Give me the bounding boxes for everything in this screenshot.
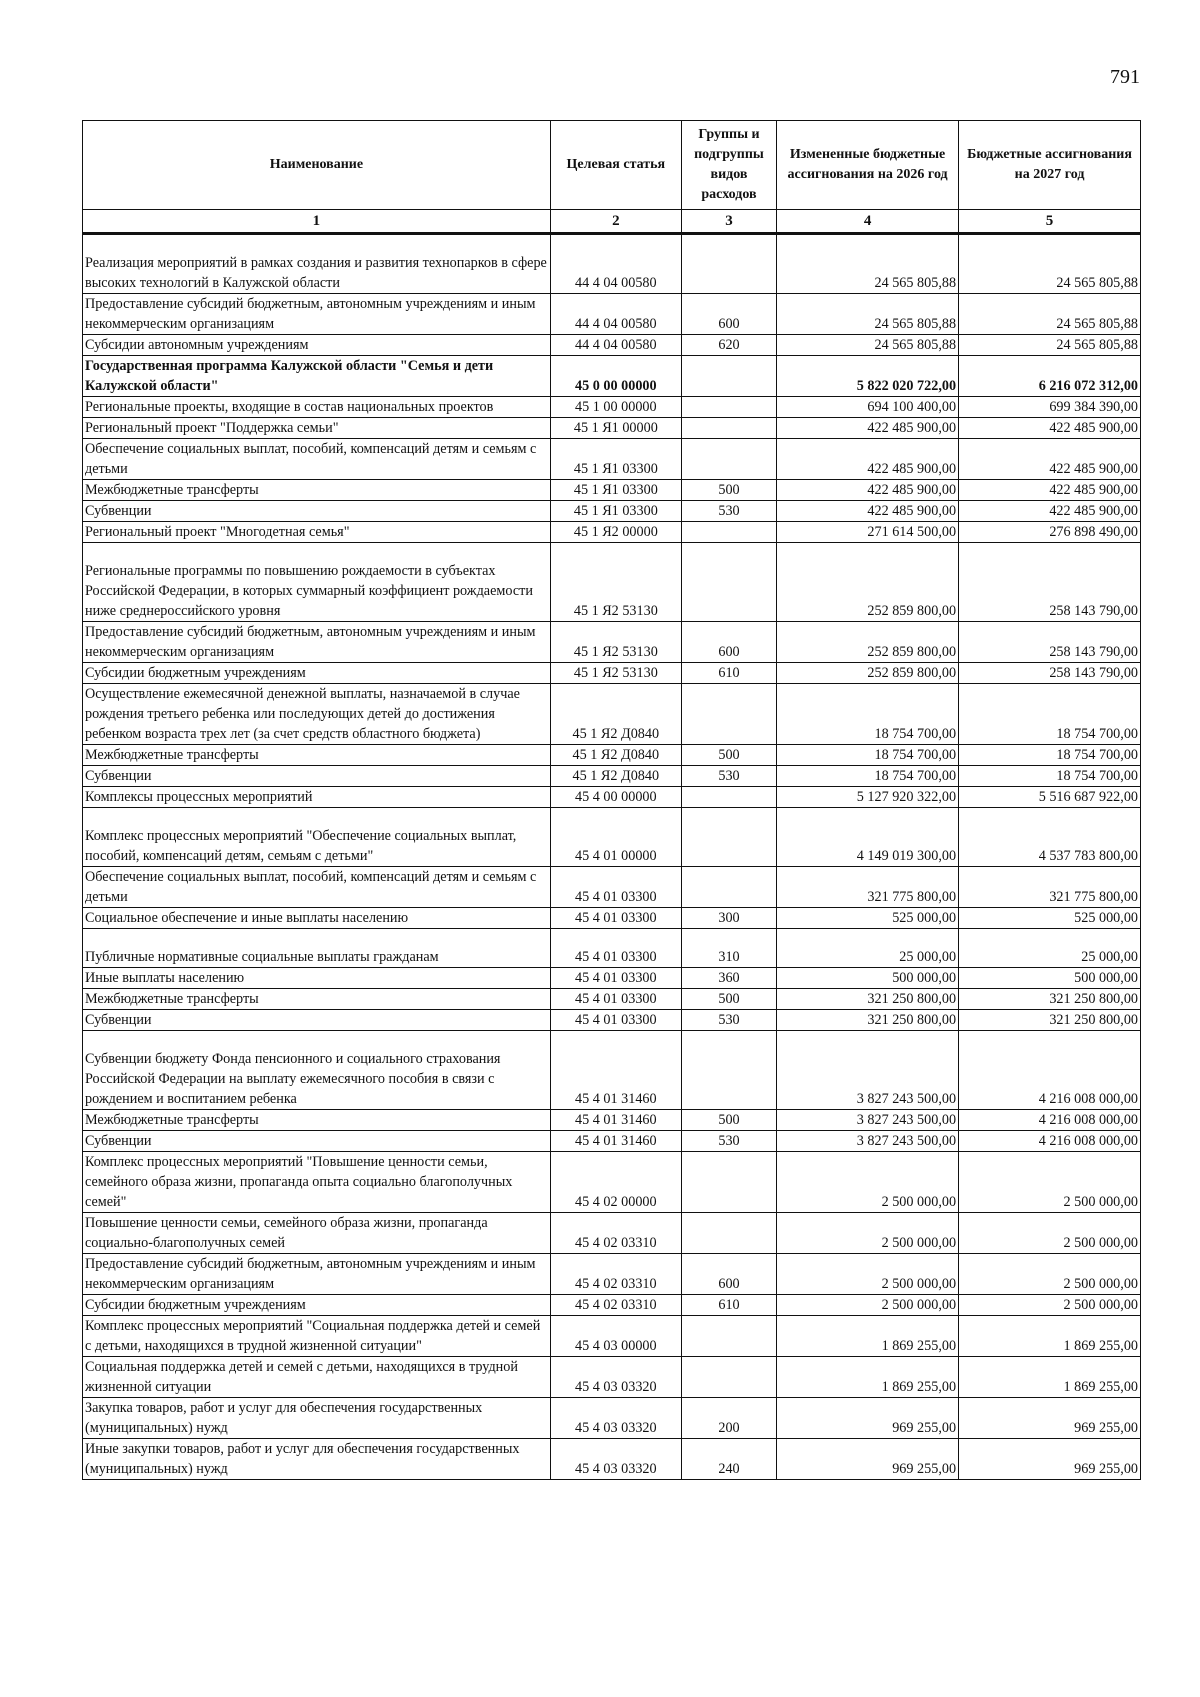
table-row	[83, 335, 1141, 356]
row-expense-group: 620	[681, 335, 776, 356]
row-amount-2026: 422 485 900,00	[777, 439, 959, 480]
row-amount-2027: 258 143 790,00	[959, 622, 1141, 663]
row-amount-2026: 321 775 800,00	[777, 867, 959, 908]
column-number: 1	[83, 210, 551, 234]
table-row	[83, 480, 1141, 501]
row-name: Субвенции	[83, 501, 551, 522]
row-expense-group: 240	[681, 1439, 776, 1480]
row-name: Иные закупки товаров, работ и услуг для обеспечения государственных (муниципальных) нужд	[83, 1439, 551, 1480]
row-amount-2027: 525 000,00	[959, 908, 1141, 929]
table-row	[83, 1439, 1141, 1480]
table-row	[83, 663, 1141, 684]
row-amount-2026: 252 859 800,00	[777, 543, 959, 622]
row-expense-group: 600	[681, 622, 776, 663]
row-target-code: 45 1 00 00000	[550, 397, 681, 418]
row-target-code: 44 4 04 00580	[550, 234, 681, 294]
row-target-code: 45 4 01 03300	[550, 1010, 681, 1031]
row-name: Иные выплаты населению	[83, 968, 551, 989]
table-row	[83, 439, 1141, 480]
row-amount-2027: 4 216 008 000,00	[959, 1031, 1141, 1110]
table-row	[83, 294, 1141, 335]
row-amount-2027: 422 485 900,00	[959, 480, 1141, 501]
header-group: Группы и подгруппы видов расходов	[681, 121, 776, 210]
row-amount-2027: 24 565 805,88	[959, 234, 1141, 294]
row-target-code: 45 1 Я1 03300	[550, 501, 681, 522]
table-row	[83, 1010, 1141, 1031]
row-expense-group	[681, 356, 776, 397]
column-number: 3	[681, 210, 776, 234]
row-amount-2027: 2 500 000,00	[959, 1254, 1141, 1295]
row-expense-group: 530	[681, 1010, 776, 1031]
row-name: Региональный проект "Многодетная семья"	[83, 522, 551, 543]
row-amount-2027: 18 754 700,00	[959, 766, 1141, 787]
row-expense-group: 500	[681, 989, 776, 1010]
row-target-code: 45 1 Я2 53130	[550, 543, 681, 622]
row-target-code: 45 4 00 00000	[550, 787, 681, 808]
row-amount-2026: 5 822 020 722,00	[777, 356, 959, 397]
row-name: Закупка товаров, работ и услуг для обеспечения государственных (муниципальных) нужд	[83, 1398, 551, 1439]
row-name: Межбюджетные трансферты	[83, 745, 551, 766]
row-expense-group	[681, 1316, 776, 1357]
row-amount-2027: 2 500 000,00	[959, 1152, 1141, 1213]
table-row	[83, 1213, 1141, 1254]
table-row	[83, 1152, 1141, 1213]
table-row	[83, 1398, 1141, 1439]
row-amount-2027: 258 143 790,00	[959, 663, 1141, 684]
row-name: Региональные проекты, входящие в состав национальных проектов	[83, 397, 551, 418]
row-amount-2026: 2 500 000,00	[777, 1254, 959, 1295]
table-row	[83, 787, 1141, 808]
row-name: Субвенции	[83, 766, 551, 787]
row-name: Межбюджетные трансферты	[83, 480, 551, 501]
header-amount-2026: Измененные бюджетные ассигнования на 2026 год	[777, 121, 959, 210]
row-name: Обеспечение социальных выплат, пособий, компенсаций детям и семьям с детьми	[83, 867, 551, 908]
table-row	[83, 684, 1141, 745]
row-name: Социальное обеспечение и иные выплаты населению	[83, 908, 551, 929]
row-amount-2027: 2 500 000,00	[959, 1295, 1141, 1316]
row-expense-group	[681, 1031, 776, 1110]
row-expense-group: 600	[681, 294, 776, 335]
header-name: Наименование	[83, 121, 551, 210]
row-amount-2026: 24 565 805,88	[777, 294, 959, 335]
row-expense-group: 360	[681, 968, 776, 989]
row-amount-2026: 4 149 019 300,00	[777, 808, 959, 867]
table-row	[83, 1357, 1141, 1398]
row-amount-2027: 276 898 490,00	[959, 522, 1141, 543]
row-amount-2027: 969 255,00	[959, 1439, 1141, 1480]
row-amount-2027: 5 516 687 922,00	[959, 787, 1141, 808]
row-amount-2027: 25 000,00	[959, 929, 1141, 968]
table-row	[83, 929, 1141, 968]
row-target-code: 45 1 Я2 Д0840	[550, 745, 681, 766]
row-target-code: 45 4 01 03300	[550, 867, 681, 908]
row-amount-2027: 699 384 390,00	[959, 397, 1141, 418]
row-expense-group: 200	[681, 1398, 776, 1439]
column-number: 2	[550, 210, 681, 234]
row-name: Субсидии бюджетным учреждениям	[83, 1295, 551, 1316]
table-row	[83, 622, 1141, 663]
row-expense-group: 610	[681, 663, 776, 684]
row-amount-2026: 252 859 800,00	[777, 622, 959, 663]
row-expense-group: 530	[681, 1131, 776, 1152]
row-name: Обеспечение социальных выплат, пособий, компенсаций детям и семьям с детьми	[83, 439, 551, 480]
table-row	[83, 356, 1141, 397]
row-expense-group	[681, 522, 776, 543]
row-name: Комплекс процессных мероприятий "Социальная поддержка детей и семей с детьми, находящихся в трудной жизненной ситуации"	[83, 1316, 551, 1357]
table-row	[83, 234, 1141, 294]
row-expense-group	[681, 787, 776, 808]
row-name: Комплекс процессных мероприятий "Повышение ценности семьи, семейного образа жизни, пропаганда опыта социально благополучных семей"	[83, 1152, 551, 1213]
row-name: Предоставление субсидий бюджетным, автономным учреждениям и иным некоммерческим организациям	[83, 1254, 551, 1295]
header-code: Целевая статья	[550, 121, 681, 210]
row-target-code: 45 4 01 03300	[550, 989, 681, 1010]
row-expense-group	[681, 1213, 776, 1254]
row-name: Публичные нормативные социальные выплаты гражданам	[83, 929, 551, 968]
row-target-code: 45 1 Я2 Д0840	[550, 684, 681, 745]
row-name: Социальная поддержка детей и семей с детьми, находящихся в трудной жизненной ситуации	[83, 1357, 551, 1398]
row-target-code: 45 1 Я2 Д0840	[550, 766, 681, 787]
row-amount-2026: 3 827 243 500,00	[777, 1131, 959, 1152]
row-amount-2027: 258 143 790,00	[959, 543, 1141, 622]
row-target-code: 45 4 01 31460	[550, 1110, 681, 1131]
row-amount-2026: 24 565 805,88	[777, 234, 959, 294]
row-amount-2026: 271 614 500,00	[777, 522, 959, 543]
row-amount-2027: 1 869 255,00	[959, 1316, 1141, 1357]
row-expense-group	[681, 543, 776, 622]
row-amount-2026: 3 827 243 500,00	[777, 1110, 959, 1131]
row-amount-2027: 422 485 900,00	[959, 501, 1141, 522]
table-body	[83, 234, 1141, 1480]
row-target-code: 45 1 Я1 00000	[550, 418, 681, 439]
column-number: 4	[777, 210, 959, 234]
row-expense-group	[681, 234, 776, 294]
row-expense-group: 500	[681, 745, 776, 766]
row-expense-group	[681, 439, 776, 480]
row-amount-2026: 1 869 255,00	[777, 1316, 959, 1357]
row-amount-2027: 4 537 783 800,00	[959, 808, 1141, 867]
row-target-code: 45 4 01 03300	[550, 908, 681, 929]
row-amount-2026: 694 100 400,00	[777, 397, 959, 418]
table-row	[83, 501, 1141, 522]
row-name: Реализация мероприятий в рамках создания и развития технопарков в сфере высоких технологий в Калужской области	[83, 234, 551, 294]
row-expense-group	[681, 1357, 776, 1398]
row-expense-group	[681, 1152, 776, 1213]
row-amount-2026: 2 500 000,00	[777, 1152, 959, 1213]
row-name: Межбюджетные трансферты	[83, 1110, 551, 1131]
row-expense-group: 300	[681, 908, 776, 929]
table-row	[83, 418, 1141, 439]
row-name: Повышение ценности семьи, семейного образа жизни, пропаганда социально-благополучных семей	[83, 1213, 551, 1254]
table-row	[83, 522, 1141, 543]
row-amount-2026: 18 754 700,00	[777, 766, 959, 787]
row-expense-group: 310	[681, 929, 776, 968]
row-target-code: 45 4 01 31460	[550, 1031, 681, 1110]
row-amount-2027: 18 754 700,00	[959, 684, 1141, 745]
row-name: Региональный проект "Поддержка семьи"	[83, 418, 551, 439]
table-row	[83, 397, 1141, 418]
row-amount-2026: 321 250 800,00	[777, 989, 959, 1010]
row-amount-2026: 18 754 700,00	[777, 745, 959, 766]
table-row	[83, 1254, 1141, 1295]
row-name: Региональные программы по повышению рождаемости в субъектах Российской Федерации, в которых суммарный коэффициент рождаемости ниже среднероссийского уровня	[83, 543, 551, 622]
row-name: Осуществление ежемесячной денежной выплаты, назначаемой в случае рождения третьего ребенка или последующих детей до достижения ребенком возраста трех лет (за счет средств областного бюджета)	[83, 684, 551, 745]
row-name: Комплекс процессных мероприятий "Обеспечение социальных выплат, пособий, компенсаций детям, семьям с детьми"	[83, 808, 551, 867]
row-amount-2026: 252 859 800,00	[777, 663, 959, 684]
row-expense-group	[681, 808, 776, 867]
row-name: Субсидии автономным учреждениям	[83, 335, 551, 356]
row-amount-2027: 24 565 805,88	[959, 335, 1141, 356]
row-amount-2026: 969 255,00	[777, 1439, 959, 1480]
row-amount-2027: 1 869 255,00	[959, 1357, 1141, 1398]
table-row	[83, 989, 1141, 1010]
row-amount-2026: 2 500 000,00	[777, 1295, 959, 1316]
row-target-code: 45 1 Я1 03300	[550, 480, 681, 501]
row-target-code: 45 4 02 03310	[550, 1254, 681, 1295]
row-expense-group: 500	[681, 1110, 776, 1131]
row-expense-group	[681, 684, 776, 745]
row-name: Субвенции бюджету Фонда пенсионного и социального страхования Российской Федерации на выплату ежемесячного пособия в связи с рождением и воспитанием ребенка	[83, 1031, 551, 1110]
row-amount-2027: 18 754 700,00	[959, 745, 1141, 766]
row-amount-2027: 422 485 900,00	[959, 439, 1141, 480]
row-target-code: 45 4 03 03320	[550, 1357, 681, 1398]
row-name: Комплексы процессных мероприятий	[83, 787, 551, 808]
row-name: Предоставление субсидий бюджетным, автономным учреждениям и иным некоммерческим организациям	[83, 294, 551, 335]
row-expense-group	[681, 397, 776, 418]
row-expense-group: 530	[681, 501, 776, 522]
row-amount-2027: 422 485 900,00	[959, 418, 1141, 439]
table-row	[83, 543, 1141, 622]
column-number: 5	[959, 210, 1141, 234]
table-row	[83, 1031, 1141, 1110]
row-expense-group	[681, 418, 776, 439]
row-target-code: 45 4 03 03320	[550, 1439, 681, 1480]
header-amount-2027: Бюджетные ассигнования на 2027 год	[959, 121, 1141, 210]
row-amount-2026: 1 869 255,00	[777, 1357, 959, 1398]
row-amount-2026: 422 485 900,00	[777, 480, 959, 501]
row-target-code: 44 4 04 00580	[550, 335, 681, 356]
row-target-code: 45 4 03 03320	[550, 1398, 681, 1439]
row-amount-2026: 525 000,00	[777, 908, 959, 929]
row-amount-2027: 2 500 000,00	[959, 1213, 1141, 1254]
page-number: 791	[1110, 66, 1140, 88]
row-amount-2027: 6 216 072 312,00	[959, 356, 1141, 397]
row-amount-2027: 321 250 800,00	[959, 989, 1141, 1010]
row-expense-group: 500	[681, 480, 776, 501]
row-target-code: 45 4 01 03300	[550, 929, 681, 968]
row-amount-2026: 18 754 700,00	[777, 684, 959, 745]
row-target-code: 45 4 02 00000	[550, 1152, 681, 1213]
table-row	[83, 1295, 1141, 1316]
table-row	[83, 766, 1141, 787]
row-target-code: 45 4 03 00000	[550, 1316, 681, 1357]
budget-table	[82, 120, 1141, 1480]
row-amount-2026: 500 000,00	[777, 968, 959, 989]
row-amount-2026: 25 000,00	[777, 929, 959, 968]
row-target-code: 45 1 Я2 00000	[550, 522, 681, 543]
row-amount-2027: 321 775 800,00	[959, 867, 1141, 908]
row-target-code: 45 4 01 03300	[550, 968, 681, 989]
row-amount-2026: 969 255,00	[777, 1398, 959, 1439]
row-amount-2027: 969 255,00	[959, 1398, 1141, 1439]
row-amount-2026: 5 127 920 322,00	[777, 787, 959, 808]
row-target-code: 45 4 01 00000	[550, 808, 681, 867]
row-target-code: 45 1 Я2 53130	[550, 663, 681, 684]
table-row	[83, 1110, 1141, 1131]
row-amount-2027: 500 000,00	[959, 968, 1141, 989]
row-amount-2026: 321 250 800,00	[777, 1010, 959, 1031]
row-amount-2027: 4 216 008 000,00	[959, 1131, 1141, 1152]
row-amount-2026: 422 485 900,00	[777, 501, 959, 522]
row-target-code: 45 4 02 03310	[550, 1213, 681, 1254]
row-name: Субсидии бюджетным учреждениям	[83, 663, 551, 684]
row-amount-2027: 4 216 008 000,00	[959, 1110, 1141, 1131]
row-name: Межбюджетные трансферты	[83, 989, 551, 1010]
row-target-code: 45 0 00 00000	[550, 356, 681, 397]
row-target-code: 45 4 01 31460	[550, 1131, 681, 1152]
row-amount-2026: 3 827 243 500,00	[777, 1031, 959, 1110]
row-target-code: 45 4 02 03310	[550, 1295, 681, 1316]
row-target-code: 45 1 Я2 53130	[550, 622, 681, 663]
row-amount-2026: 422 485 900,00	[777, 418, 959, 439]
table-row	[83, 745, 1141, 766]
row-target-code: 44 4 04 00580	[550, 294, 681, 335]
row-name: Предоставление субсидий бюджетным, автономным учреждениям и иным некоммерческим организациям	[83, 622, 551, 663]
row-amount-2027: 24 565 805,88	[959, 294, 1141, 335]
table-row	[83, 908, 1141, 929]
row-expense-group: 530	[681, 766, 776, 787]
table-row	[83, 867, 1141, 908]
row-amount-2027: 321 250 800,00	[959, 1010, 1141, 1031]
row-expense-group: 600	[681, 1254, 776, 1295]
row-expense-group: 610	[681, 1295, 776, 1316]
row-amount-2026: 2 500 000,00	[777, 1213, 959, 1254]
row-name: Субвенции	[83, 1131, 551, 1152]
column-number-row	[83, 210, 1141, 234]
row-amount-2026: 24 565 805,88	[777, 335, 959, 356]
row-name: Государственная программа Калужской области "Семья и дети Калужской области"	[83, 356, 551, 397]
table-row	[83, 808, 1141, 867]
row-expense-group	[681, 867, 776, 908]
table-row	[83, 1131, 1141, 1152]
row-name: Субвенции	[83, 1010, 551, 1031]
table-row	[83, 1316, 1141, 1357]
table-header-row	[83, 121, 1141, 210]
table-row	[83, 968, 1141, 989]
row-target-code: 45 1 Я1 03300	[550, 439, 681, 480]
